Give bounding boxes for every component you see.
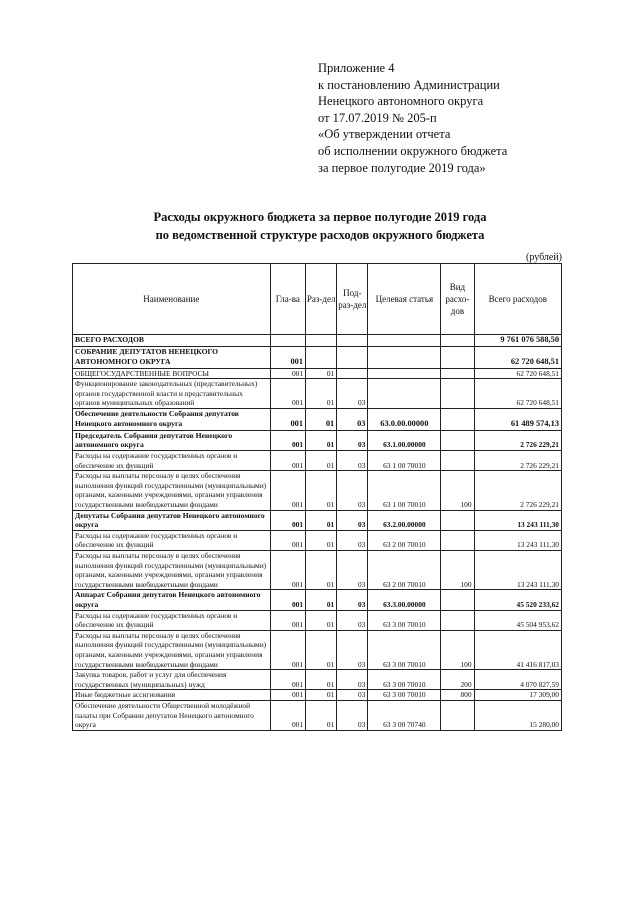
- cell-razdel: 01: [306, 670, 337, 690]
- cell-glava: 001: [270, 430, 305, 450]
- table-row: [73, 346, 562, 368]
- cell-podrazdel: 03: [337, 451, 368, 471]
- table-row: [73, 408, 562, 430]
- header-target: Целевая статья: [368, 264, 441, 335]
- cell-vid: [441, 408, 474, 430]
- table-header-row: [73, 264, 562, 335]
- cell-glava: [270, 335, 305, 347]
- cell-total: 62 720 648,51: [474, 379, 561, 409]
- table-row: [73, 530, 562, 550]
- cell-podrazdel: 03: [337, 471, 368, 510]
- cell-vid: [441, 379, 474, 409]
- expenditure-table: [72, 263, 562, 731]
- header-razdel: Раз-дел: [306, 264, 337, 335]
- cell-name: Иные бюджетные ассигнования: [73, 690, 271, 701]
- cell-glava: 001: [270, 590, 305, 610]
- cell-name: Обеспечение деятельности Собрания депутатов Ненецкого автономного округа: [73, 408, 271, 430]
- appendix-line: от 17.07.2019 № 205-п: [318, 110, 437, 125]
- cell-podrazdel: 03: [337, 670, 368, 690]
- cell-name: СОБРАНИЕ ДЕПУТАТОВ НЕНЕЦКОГО АВТОНОМНОГО ОКРУГА: [73, 346, 271, 368]
- cell-target: 63.1.00.00000: [368, 430, 441, 450]
- cell-glava: 001: [270, 670, 305, 690]
- table-row: [73, 700, 562, 730]
- cell-name: Депутаты Собрания депутатов Ненецкого автономного округа: [73, 510, 271, 530]
- cell-target: 63.0.00.00000: [368, 408, 441, 430]
- header-podrazdel: Под-раз-дел: [337, 264, 368, 335]
- cell-target: 63 1 00 70010: [368, 471, 441, 510]
- cell-podrazdel: 03: [337, 510, 368, 530]
- cell-name: Расходы на выплаты персоналу в целях обеспечения выполнения функций государственными (муниципальными) органами, казенными учреждениями, органами управления государственными внебюджетными фондами: [73, 471, 271, 510]
- cell-total: 17 309,00: [474, 690, 561, 701]
- cell-total: 2 726 229,21: [474, 471, 561, 510]
- cell-total: 13 243 111,30: [474, 530, 561, 550]
- cell-glava: 001: [270, 379, 305, 409]
- title-line-1: Расходы окружного бюджета за первое полугодие 2019 года: [153, 210, 487, 224]
- cell-target: 63.2.00.00000: [368, 510, 441, 530]
- table-row: [73, 510, 562, 530]
- appendix-line: об исполнении окружного бюджета: [318, 143, 508, 158]
- appendix-line: Приложение 4: [318, 61, 395, 75]
- cell-total: 2 726 229,21: [474, 430, 561, 450]
- cell-glava: 001: [270, 630, 305, 669]
- cell-vid: [441, 530, 474, 550]
- appendix-block: [318, 60, 507, 176]
- appendix-line: за первое полугодие 2019 года»: [318, 160, 486, 175]
- cell-razdel: 01: [306, 430, 337, 450]
- cell-name: Расходы на выплаты персоналу в целях обеспечения выполнения функций государственными (муниципальными) органами, казенными учреждениями, органами управления государственными внебюджетными фондами: [73, 551, 271, 590]
- cell-vid: [441, 451, 474, 471]
- cell-name: Председатель Собрания депутатов Ненецкого автономного округа: [73, 430, 271, 450]
- cell-total: 61 489 574,13: [474, 408, 561, 430]
- cell-podrazdel: 03: [337, 408, 368, 430]
- cell-total: 62 720 648,51: [474, 368, 561, 379]
- cell-podrazdel: 03: [337, 610, 368, 630]
- cell-vid: 200: [441, 670, 474, 690]
- cell-glava: 001: [270, 530, 305, 550]
- cell-podrazdel: [337, 335, 368, 347]
- cell-target: 63 2 00 70010: [368, 551, 441, 590]
- table-row: [73, 379, 562, 409]
- cell-name: Расходы на содержание государственных органов и обеспечение их функций: [73, 530, 271, 550]
- table-row: [73, 670, 562, 690]
- cell-glava: 001: [270, 551, 305, 590]
- document-title: [0, 208, 640, 244]
- cell-target: 63 3 00 70010: [368, 670, 441, 690]
- cell-total: 9 761 076 588,50: [474, 335, 561, 347]
- cell-total: 41 416 817,03: [474, 630, 561, 669]
- cell-target: 63.3.00.00000: [368, 590, 441, 610]
- cell-name: Обеспечение деятельности Общественной молодёжной палаты при Собрании депутатов Ненецкого автономного округа: [73, 700, 271, 730]
- cell-podrazdel: 03: [337, 630, 368, 669]
- cell-razdel: [306, 346, 337, 368]
- cell-razdel: [306, 335, 337, 347]
- cell-total: 13 243 111,30: [474, 510, 561, 530]
- cell-podrazdel: [337, 368, 368, 379]
- cell-glava: 001: [270, 610, 305, 630]
- cell-vid: 100: [441, 551, 474, 590]
- table-row: [73, 630, 562, 669]
- cell-total: 45 520 233,62: [474, 590, 561, 610]
- appendix-line: «Об утверждении отчета: [318, 127, 451, 142]
- cell-vid: [441, 590, 474, 610]
- cell-vid: 100: [441, 471, 474, 510]
- cell-glava: 001: [270, 408, 305, 430]
- cell-glava: 001: [270, 346, 305, 368]
- appendix-line: Ненецкого автономного округа: [318, 94, 484, 109]
- cell-vid: [441, 368, 474, 379]
- cell-total: 4 070 827,59: [474, 670, 561, 690]
- cell-podrazdel: 03: [337, 430, 368, 450]
- cell-podrazdel: 03: [337, 530, 368, 550]
- cell-razdel: 01: [306, 590, 337, 610]
- cell-razdel: 01: [306, 451, 337, 471]
- cell-razdel: 01: [306, 510, 337, 530]
- table-row: [73, 451, 562, 471]
- cell-target: [368, 346, 441, 368]
- cell-vid: 800: [441, 690, 474, 701]
- cell-podrazdel: 03: [337, 551, 368, 590]
- cell-razdel: 01: [306, 690, 337, 701]
- cell-target: [368, 379, 441, 409]
- cell-name: ВСЕГО РАСХОДОВ: [73, 335, 271, 347]
- table-row: [73, 430, 562, 450]
- table-row: [73, 610, 562, 630]
- cell-vid: [441, 700, 474, 730]
- cell-target: 63 3 00 70010: [368, 690, 441, 701]
- cell-razdel: 01: [306, 700, 337, 730]
- cell-vid: [441, 335, 474, 347]
- cell-podrazdel: 03: [337, 590, 368, 610]
- cell-target: 63 3 00 70010: [368, 610, 441, 630]
- header-total: Всего расходов: [474, 264, 561, 335]
- cell-target: [368, 368, 441, 379]
- cell-name: Аппарат Собрания депутатов Ненецкого автономного округа: [73, 590, 271, 610]
- header-name: Наименование: [73, 264, 271, 335]
- cell-glava: 001: [270, 471, 305, 510]
- cell-name: Расходы на выплаты персоналу в целях обеспечения выполнения функций государственными (муниципальными) органами, казенными учреждениями, органами управления государственными внебюджетными фондами: [73, 630, 271, 669]
- cell-target: 63 1 00 70010: [368, 451, 441, 471]
- cell-name: Закупка товаров, работ и услуг для обеспечения государственных (муниципальных) нужд: [73, 670, 271, 690]
- cell-razdel: 01: [306, 630, 337, 669]
- appendix-line: к постановлению Администрации: [318, 77, 500, 92]
- cell-target: 63 3 00 70010: [368, 630, 441, 669]
- cell-podrazdel: 03: [337, 690, 368, 701]
- table-row: [73, 551, 562, 590]
- cell-razdel: 01: [306, 551, 337, 590]
- cell-vid: 100: [441, 630, 474, 669]
- cell-podrazdel: 03: [337, 700, 368, 730]
- cell-razdel: 01: [306, 368, 337, 379]
- cell-vid: [441, 430, 474, 450]
- cell-glava: 001: [270, 510, 305, 530]
- cell-total: 13 243 111,30: [474, 551, 561, 590]
- units-label: (рублей): [526, 252, 563, 263]
- cell-target: 63 3 00 70740: [368, 700, 441, 730]
- table-row: [73, 335, 562, 347]
- cell-total: 2 726 229,21: [474, 451, 561, 471]
- cell-glava: 001: [270, 690, 305, 701]
- cell-name: Расходы на содержание государственных органов и обеспечение их функций: [73, 451, 271, 471]
- cell-razdel: 01: [306, 530, 337, 550]
- cell-razdel: 01: [306, 408, 337, 430]
- cell-razdel: 01: [306, 610, 337, 630]
- cell-vid: [441, 346, 474, 368]
- cell-glava: 001: [270, 700, 305, 730]
- table-row: [73, 471, 562, 510]
- cell-podrazdel: 03: [337, 379, 368, 409]
- cell-target: 63 2 00 70010: [368, 530, 441, 550]
- cell-total: 15 280,00: [474, 700, 561, 730]
- cell-podrazdel: [337, 346, 368, 368]
- cell-total: 62 720 648,51: [474, 346, 561, 368]
- cell-name: Функционирование законодательных (представительных) органов государственной власти и представительных органов муниципальных образований: [73, 379, 271, 409]
- cell-target: [368, 335, 441, 347]
- cell-glava: 001: [270, 368, 305, 379]
- table-row: [73, 590, 562, 610]
- cell-glava: 001: [270, 451, 305, 471]
- cell-vid: [441, 510, 474, 530]
- cell-total: 45 504 953,62: [474, 610, 561, 630]
- header-glava: Гла-ва: [270, 264, 305, 335]
- cell-vid: [441, 610, 474, 630]
- cell-razdel: 01: [306, 471, 337, 510]
- header-vid: Вид расхо-дов: [441, 264, 474, 335]
- title-line-2: по ведомственной структуре расходов окружного бюджета: [155, 228, 485, 242]
- cell-name: ОБЩЕГОСУДАРСТВЕННЫЕ ВОПРОСЫ: [73, 368, 271, 379]
- cell-razdel: 01: [306, 379, 337, 409]
- table-row: [73, 690, 562, 701]
- cell-name: Расходы на содержание государственных органов и обеспечение их функций: [73, 610, 271, 630]
- table-row: [73, 368, 562, 379]
